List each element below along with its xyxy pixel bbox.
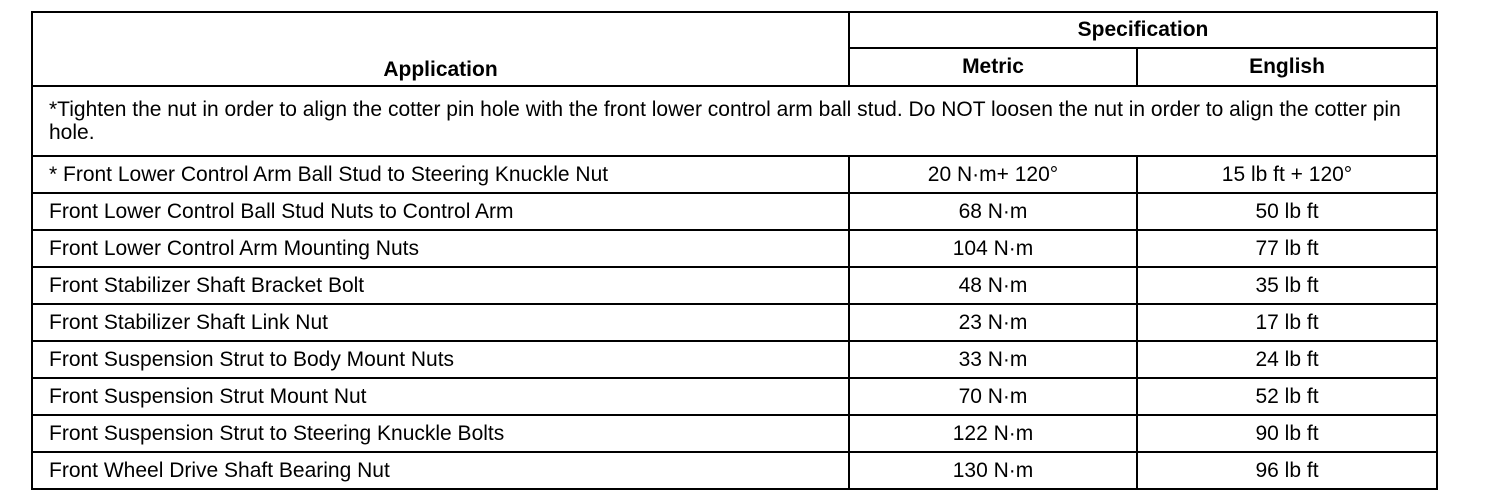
table-row — [32, 193, 1437, 230]
table-row — [32, 341, 1437, 378]
table-row — [32, 452, 1437, 489]
application-cell: * Front Lower Control Arm Ball Stud to Steering Knuckle Nut — [32, 156, 849, 193]
tightening-note: *Tighten the nut in order to align the cotter pin hole with the front lower control arm ball stud. Do NOT loosen the nut in order to align the cotter pin hole. — [32, 86, 1437, 156]
english-cell: 24 lb ft — [1137, 341, 1437, 378]
application-cell: Front Suspension Strut to Body Mount Nuts — [32, 341, 849, 378]
application-cell: Front Stabilizer Shaft Bracket Bolt — [32, 267, 849, 304]
metric-cell: 23 N·m — [849, 304, 1137, 341]
torque-spec-table — [31, 11, 1438, 490]
table-row — [32, 267, 1437, 304]
metric-cell: 48 N·m — [849, 267, 1137, 304]
english-header: English — [1137, 48, 1437, 86]
metric-cell: 122 N·m — [849, 415, 1137, 452]
application-cell: Front Lower Control Ball Stud Nuts to Control Arm — [32, 193, 849, 230]
application-cell: Front Stabilizer Shaft Link Nut — [32, 304, 849, 341]
table-row — [32, 230, 1437, 267]
table-row — [32, 304, 1437, 341]
table-row — [32, 415, 1437, 452]
english-cell: 35 lb ft — [1137, 267, 1437, 304]
metric-header: Metric — [849, 48, 1137, 86]
application-cell: Front Suspension Strut to Steering Knuckle Bolts — [32, 415, 849, 452]
specification-header: Specification — [849, 12, 1437, 48]
application-cell: Front Wheel Drive Shaft Bearing Nut — [32, 452, 849, 489]
english-cell: 17 lb ft — [1137, 304, 1437, 341]
metric-cell: 104 N·m — [849, 230, 1137, 267]
english-cell: 96 lb ft — [1137, 452, 1437, 489]
metric-cell: 130 N·m — [849, 452, 1137, 489]
english-cell: 52 lb ft — [1137, 378, 1437, 415]
metric-cell: 20 N·m+ 120° — [849, 156, 1137, 193]
metric-cell: 33 N·m — [849, 341, 1137, 378]
table-row — [32, 156, 1437, 193]
english-cell: 77 lb ft — [1137, 230, 1437, 267]
table-row — [32, 378, 1437, 415]
english-cell: 15 lb ft + 120° — [1137, 156, 1437, 193]
metric-cell: 68 N·m — [849, 193, 1137, 230]
english-cell: 50 lb ft — [1137, 193, 1437, 230]
english-cell: 90 lb ft — [1137, 415, 1437, 452]
application-cell: Front Suspension Strut Mount Nut — [32, 378, 849, 415]
metric-cell: 70 N·m — [849, 378, 1137, 415]
application-header: Application — [32, 12, 849, 86]
application-cell: Front Lower Control Arm Mounting Nuts — [32, 230, 849, 267]
